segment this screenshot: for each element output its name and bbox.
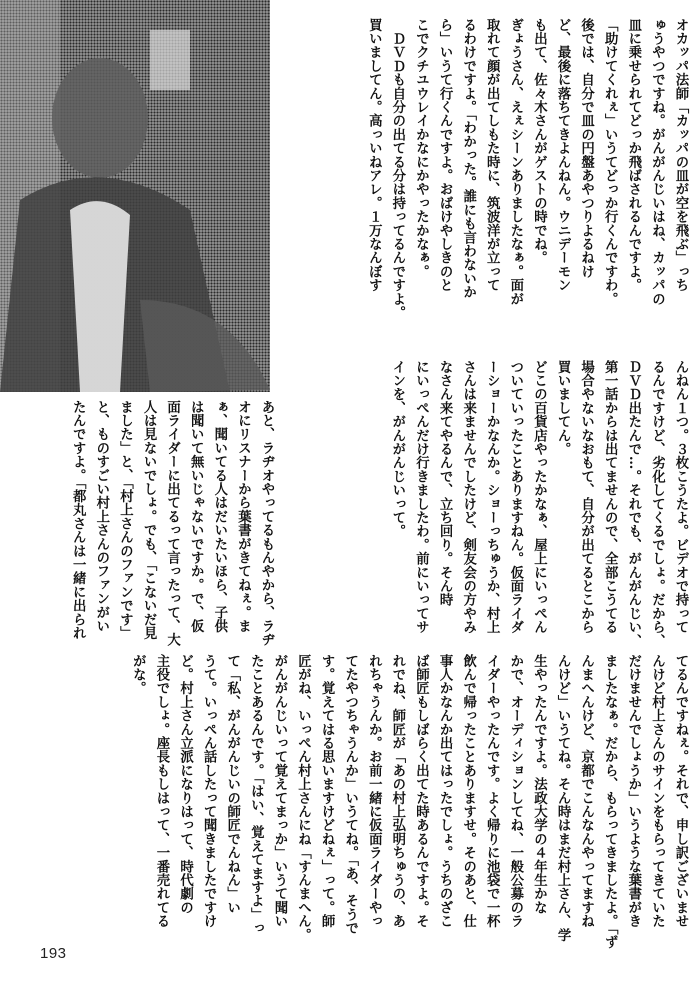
text-column: と、ものすごい村上さんのファンがい xyxy=(93,400,110,633)
text-column: ど、最後に落ちてきよんねん。ウニデーモン xyxy=(555,18,572,292)
text-column: ました」と、「村上さんのファンです」 xyxy=(117,400,134,640)
portrait-photo xyxy=(0,0,270,392)
text-column: んけど」いうてね。そん時はまだ村上さん、学 xyxy=(555,654,572,942)
text-column: んまへんけど、京都でこんなんやってますね xyxy=(578,654,595,928)
text-column: るんですけど、劣化してくるでしょ。だから、 xyxy=(649,360,666,648)
text-column: ましたなぁ。だから、もらってきましたよ。「ず xyxy=(602,654,619,949)
text-column: オにリスナーから葉書がきてねぇ。ま xyxy=(235,400,252,633)
text-column: ついていったことありますねん。仮面ライダ xyxy=(507,360,524,634)
text-column: 第一話からは出てませんので、全部こうてる xyxy=(602,360,619,634)
text-column: 人は見ないでしょ。でも、「こないだ見 xyxy=(141,400,158,640)
text-column: どこの百貨店やったかなぁ、屋上にいっぺん xyxy=(531,360,548,634)
text-column: も出て、佐々木さんがゲストの時でね。 xyxy=(531,18,548,265)
text-column: なさん来てやるんで、立ち回り。そん時 xyxy=(437,360,454,607)
text-column: ぁ、聞いてる人はだいたいほら、子供 xyxy=(211,400,228,633)
text-column: 「助けてくれぇ」いうてどっか行くんですわ。 xyxy=(602,18,619,306)
text-column: ーショーかなんか。ショーっちゅうか、村上 xyxy=(484,360,501,634)
text-column: にいっぺんだけ行きましたわ。前にいってサ xyxy=(413,360,430,634)
text-column: 面ライダーに出てるって言ったって、大 xyxy=(164,400,181,647)
text-column: オカッパ法師「カッパの皿が空を飛ぶ」っち xyxy=(673,18,689,292)
text-block-middle xyxy=(338,360,692,648)
text-column: 匠がね、いっぺん村上さんにね「すんまへん。 xyxy=(295,654,312,942)
portrait-photo-shapes xyxy=(0,0,270,392)
text-column: うて。いっぺん話したって聞きましたですけ xyxy=(201,654,218,928)
text-column: だけませんでしょうか」いうような葉書がき xyxy=(625,654,642,928)
text-block-top xyxy=(362,18,692,338)
text-column: ＤＶＤも自分の出てる分は持ってるんですよ。 xyxy=(389,18,406,320)
text-column: 後では、自分で皿の円盤あやつりよるねけ xyxy=(578,18,595,279)
text-column: ぎょうさん、えぇシーンありましたなぁ。面が xyxy=(507,18,524,306)
text-column: 場合やないなおもて、自分が出てるとこから xyxy=(578,360,595,634)
text-column: ど。村上さん立派になりはって、時代劇の xyxy=(177,654,194,915)
text-column: たことあるんです。「はい、覚えてますよ」っ xyxy=(248,654,265,935)
text-column: ＤＶＤ出たんで…。それでも、がんがんじい、 xyxy=(625,360,642,648)
text-column: んけど村上さんのサインをもらってきていた xyxy=(649,654,666,928)
text-column: てるんですねぇ。それで、申し訳ございませ xyxy=(673,654,689,928)
text-column: イダーやったんです。よく帰りに池袋で一杯 xyxy=(484,654,501,928)
text-block-bottom xyxy=(124,654,692,949)
text-column: れちゃうんか。お前一緒に仮面ライダーやっ xyxy=(366,654,383,928)
text-column: こでクチユウレイかなにかやったかなぁ。 xyxy=(413,18,430,279)
text-column: 生やったんですよ。法政大学の４年生かな xyxy=(531,654,548,915)
text-column: 買いましてん。高っいねアレ。１万なんぼす xyxy=(366,18,383,292)
text-column: がんがんじいって覚えてまっか」いうて聞い xyxy=(271,654,288,928)
text-column: れでね、師匠が「あの村上弘明ちゅうの、あ xyxy=(389,654,406,928)
text-column: インを、がんがんじいって。 xyxy=(389,360,406,539)
text-column: 主役でしょ。座長もしはって、一番売れてる xyxy=(153,654,170,928)
text-column: 事人かなんか出てはったでしょ。うちのざこ xyxy=(437,654,454,928)
text-column: ゅうやつですね。がんがんじいはね、カッパの xyxy=(649,18,666,306)
text-column: 皿に乗せられてどっか飛ばされるんですよ。 xyxy=(625,18,642,292)
text-column: 飲んで帰ったことありますせ。そのあと、仕 xyxy=(460,654,477,928)
text-column: ら」いうて行くんですよ。おばけやしきのと xyxy=(437,18,454,292)
text-column: 取れて顔が出てしもた時に、筑波洋が立って xyxy=(484,18,501,292)
text-column: かで、オーディションしてね、一般公募のラ xyxy=(507,654,524,928)
text-column: んねん１つ。３枚こうたよ。ビデオで持って xyxy=(673,360,689,634)
text-column: ば師匠もしばらく出てた時あるんですよ。そ xyxy=(413,654,430,928)
text-block-middle-left xyxy=(66,400,278,647)
text-column: て「私、がんがんじいの師匠でんねん」い xyxy=(224,654,241,915)
text-column: 買いましてん。 xyxy=(555,360,572,456)
text-column: す。覚えてはる思いますけどねぇ」って。師 xyxy=(319,654,336,928)
text-column: るわけですよ。「わかった。誰にも言わないか xyxy=(460,18,477,299)
page-number: 193 xyxy=(40,945,67,962)
text-column: さんは来ませんでしたけど、剣友会の方やみ xyxy=(460,360,477,634)
text-column: たんですよ。「都丸さんは一緒に出られ xyxy=(70,400,87,640)
text-column: てたやつちゃうんか」いうてね。「あ、そうで xyxy=(342,654,359,935)
text-column: は聞いて無いじゃないですか。で、仮 xyxy=(188,400,205,633)
text-column: あと、ラヂオやってるもんやから、ラヂ xyxy=(259,400,275,647)
text-column: がな。 xyxy=(130,654,147,696)
